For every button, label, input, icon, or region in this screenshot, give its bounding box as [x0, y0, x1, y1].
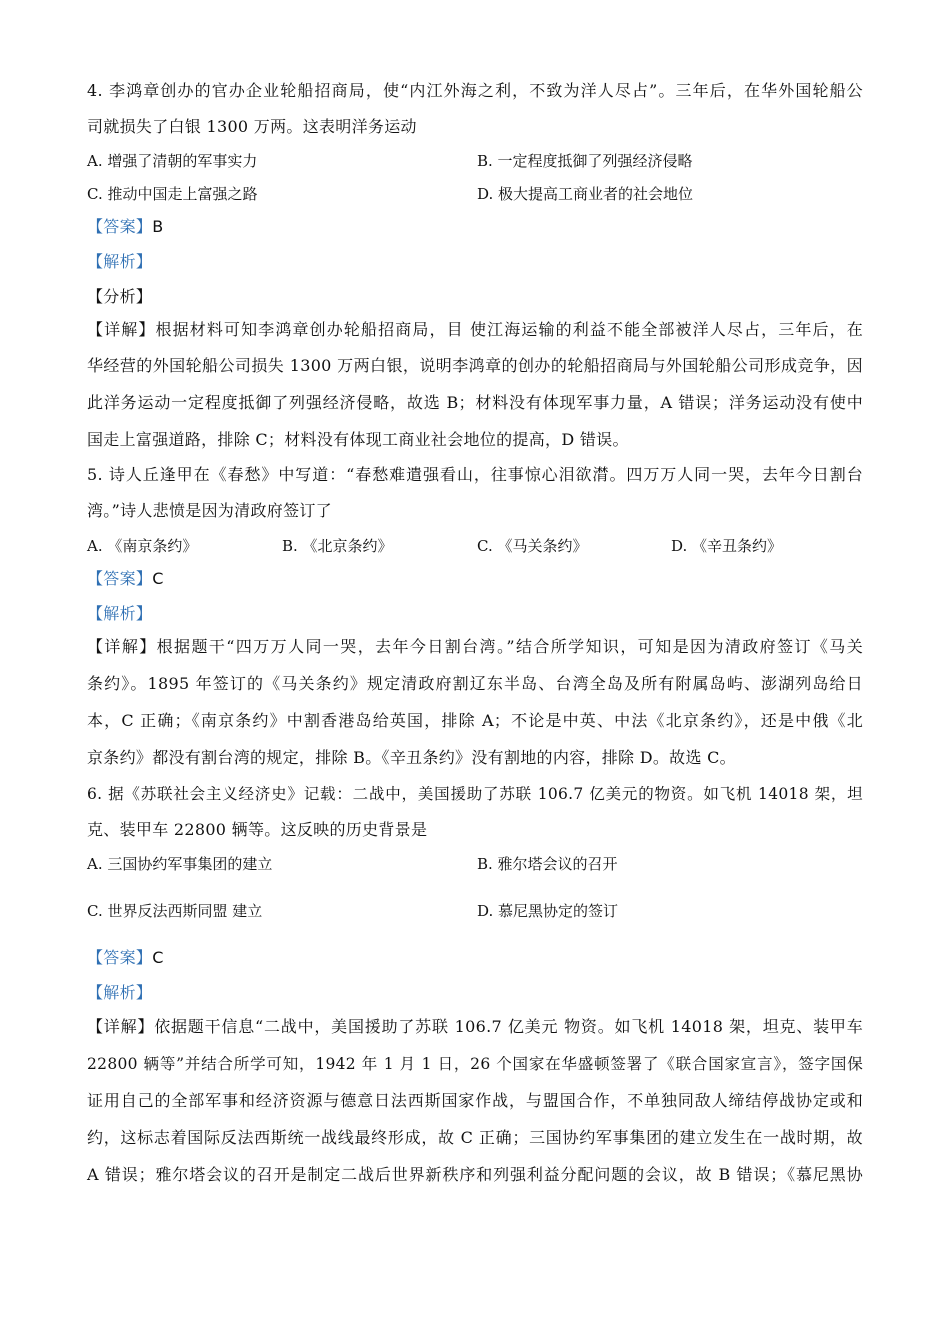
q5-detail-line-3: 本，C 正确；《南京条约》中割香港岛给英国，排除 A；不论是中英、中法《北京条约》，还是中俄《北 — [87, 711, 863, 730]
q6-detail-line-4: 约，这标志着国际反法西斯统一战线最终形成，故 C 正确；三国协约军事集团的建立发生在一战时期，故 — [87, 1128, 863, 1147]
answer-tag: 【答案】 — [87, 569, 153, 588]
q6-detail-line-3: 证用自己的全部军事和经济资源与德意日法西斯国家作战，与盟国合作，不单独同敌人缔结停战协定或和 — [87, 1091, 863, 1110]
q4-option-b: B. 一定程度抵御了列强经济侵略 — [477, 152, 693, 170]
q5-option-d: D. 《辛丑条约》 — [671, 537, 783, 555]
q4-option-d: D. 极大提高工商业者的社会地位 — [477, 185, 694, 203]
answer-value: C — [152, 569, 164, 588]
analysis-tag: 【解析】 — [87, 252, 153, 271]
q5-answer — [87, 568, 863, 590]
q5-detail-line-2: 条约》。1895 年签订的《马关条约》规定清政府割辽东半岛、台湾全岛及所有附属岛屿、澎湖列岛给日 — [87, 674, 863, 693]
q6-detail-line-1 — [87, 1016, 863, 1038]
answer-value: C — [152, 948, 164, 967]
q6-stem-line-2: 克、装甲车 22800 辆等。这反映的历史背景是 — [87, 820, 428, 839]
q5-detail-line-4: 京条约》都没有割台湾的规定，排除 B。《辛丑条约》没有割地的内容，排除 D。故选 C。 — [87, 748, 736, 767]
analysis-tag: 【解析】 — [87, 983, 153, 1002]
q4-fenxi-heading: 【分析】 — [87, 287, 153, 306]
q5-stem-line-2: 湾。”诗人悲愤是因为清政府签订了 — [87, 501, 332, 520]
q6-detail-line-5: A 错误；雅尔塔会议的召开是制定二战后世界新秩序和列强利益分配问题的会议，故 B 错误；《慕尼黑协 — [87, 1165, 863, 1184]
q4-detail-line-4: 国走上富强道路，排除 C；材料没有体现工商业社会地位的提高，D 错误。 — [87, 430, 629, 449]
detail-tag: 【详解】 — [87, 1017, 155, 1036]
q4-stem-line-2: 司就损失了白银 1300 万两。这表明洋务运动 — [87, 117, 417, 136]
q6-detail-line-2: 22800 辆等”并结合所学可知，1942 年 1 月 1 日，26 个国家在华盛顿签署了《联合国家宣言》，签字国保 — [87, 1055, 863, 1073]
answer-tag: 【答案】 — [87, 217, 153, 236]
q4-detail-line-3: 此洋务运动一定程度抵御了列强经济侵略，故选 B；材料没有体现军事力量，A 错误；洋务运动没有使中 — [87, 393, 863, 412]
q5-detail-line-1 — [87, 636, 863, 658]
q5-stem-line-1: 5. 诗人丘逢甲在《春愁》中写道：“春愁难遣强看山，往事惊心泪欲潸。四万万人同一哭，去年今日割台 — [87, 465, 863, 484]
answer-value: B — [152, 217, 164, 236]
q6-analysis-heading — [87, 982, 863, 1004]
q6-stem-line-1: 6. 据《苏联社会主义经济史》记载：二战中，美国援助了苏联 106.7 亿美元的物资。如飞机 14018 架，坦 — [87, 785, 863, 803]
q6-option-b: B. 雅尔塔会议的召开 — [477, 855, 618, 873]
detail-tag: 【详解】 — [87, 637, 157, 656]
q4-detail-line-2: 华经营的外国轮船公司损失 1300 万两白银，说明李鸿章的创办的轮船招商局与外国轮船公司形成竞争，因 — [87, 356, 863, 375]
detail-text: 根据材料可知李鸿章创办轮船招商局，目 使江海运输的利益不能全部被洋人尽占，三年后，在 — [155, 320, 863, 339]
q6-option-d: D. 慕尼黑协定的签订 — [477, 902, 619, 920]
q6-option-a: A. 三国协约军事集团的建立 — [87, 855, 273, 873]
q4-answer — [87, 216, 863, 238]
detail-text: 根据题干“四万万人同一哭，去年今日割台湾。”结合所学知识，可知是因为清政府签订《马关 — [156, 637, 863, 656]
q5-option-c: C. 《马关条约》 — [477, 537, 588, 555]
q4-option-a: A. 增强了清朝的军事实力 — [87, 152, 258, 170]
q6-answer — [87, 947, 863, 969]
analysis-tag: 【解析】 — [87, 604, 153, 623]
q4-option-c: C. 推动中国走上富强之路 — [87, 185, 258, 203]
answer-tag: 【答案】 — [87, 948, 153, 967]
detail-tag: 【详解】 — [87, 320, 156, 339]
detail-text: 依据题干信息“二战中，美国援助了苏联 106.7 亿美元 物资。如飞机 14018 架，坦克、装甲车 — [154, 1017, 863, 1036]
q5-option-a: A. 《南京条约》 — [87, 537, 198, 555]
q6-option-c: C. 世界反法西斯同盟 建立 — [87, 902, 263, 920]
q4-stem-line-1: 4. 李鸿章创办的官办企业轮船招商局，使“内江外海之利，不致为洋人尽占”。三年后，在华外国轮船公 — [87, 81, 863, 100]
q4-analysis-heading — [87, 251, 863, 273]
q4-detail-line-1 — [87, 319, 863, 341]
q5-option-b: B. 《北京条约》 — [282, 537, 393, 555]
q5-analysis-heading — [87, 603, 863, 625]
